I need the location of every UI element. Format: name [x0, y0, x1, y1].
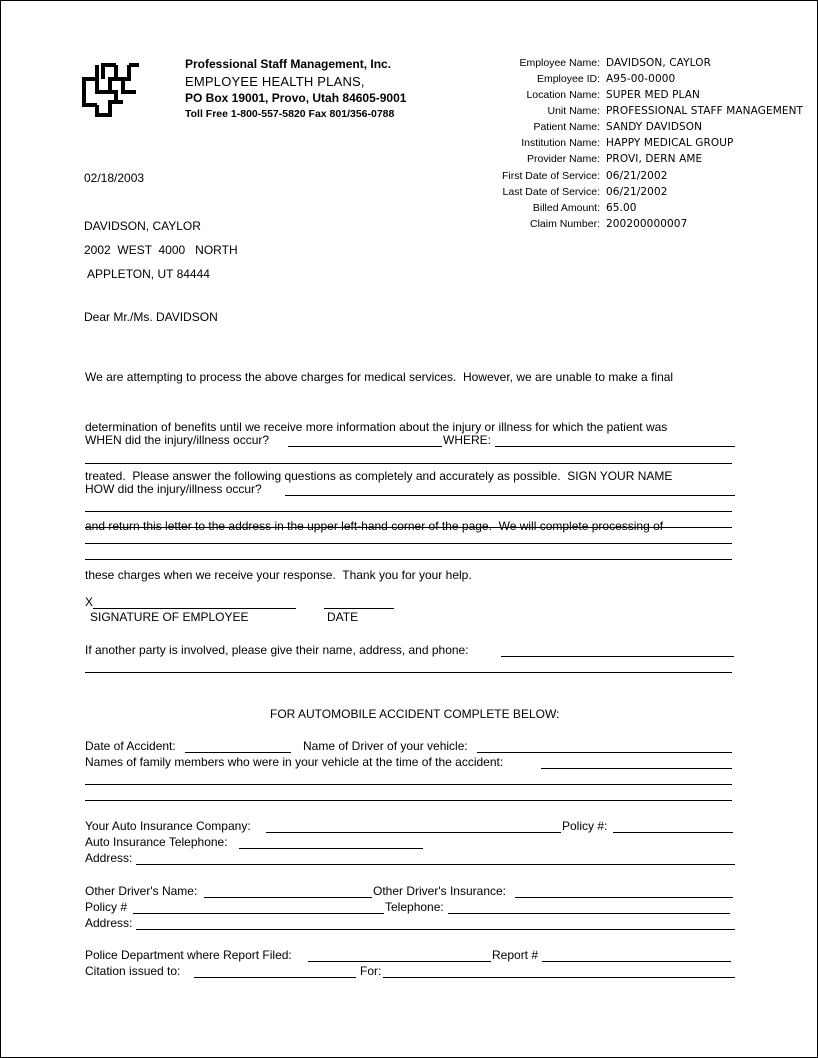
- insurance-company-field[interactable]: [266, 832, 561, 833]
- driver-name-label: Name of Driver of your vehicle:: [303, 739, 468, 753]
- driver-name-field[interactable]: [477, 752, 732, 753]
- letter-date: 02/18/2003: [84, 171, 145, 185]
- insurance-phone-field[interactable]: [239, 848, 423, 849]
- info-label: Employee Name:: [519, 57, 600, 69]
- recipient-city: APPLETON, UT 84444: [87, 267, 210, 281]
- answer-line[interactable]: [85, 672, 732, 673]
- policy2-label: Policy #: [85, 900, 128, 914]
- info-value: 06/21/2002: [606, 186, 668, 198]
- info-value: A95-00-0000: [606, 73, 676, 85]
- company-name: Professional Staff Management, Inc.: [185, 57, 392, 71]
- info-label: Provider Name:: [527, 153, 600, 165]
- info-value: 65.00: [606, 202, 637, 214]
- recipient-name: DAVIDSON, CAYLOR: [84, 219, 201, 233]
- when-field[interactable]: [288, 446, 442, 447]
- report-field[interactable]: [542, 961, 731, 962]
- answer-line[interactable]: [85, 527, 732, 528]
- info-value: SANDY DAVIDSON: [606, 121, 703, 133]
- info-value: PROFESSIONAL STAFF MANAGEMENT: [606, 105, 804, 117]
- other-driver-name-label: Other Driver's Name:: [85, 884, 198, 898]
- plans-title: EMPLOYEE HEALTH PLANS,: [185, 74, 365, 89]
- how-label: HOW did the injury/illness occur?: [85, 482, 262, 496]
- info-label: Unit Name:: [547, 105, 600, 117]
- answer-line[interactable]: [85, 511, 732, 512]
- salutation: Dear Mr./Ms. DAVIDSON: [84, 310, 218, 324]
- report-label: Report #: [492, 948, 539, 962]
- address2-field[interactable]: [136, 929, 735, 930]
- info-label: Patient Name:: [533, 121, 600, 133]
- citation-field[interactable]: [194, 977, 356, 978]
- date-field[interactable]: [324, 608, 394, 609]
- policy2-field[interactable]: [133, 913, 384, 914]
- policy-field[interactable]: [613, 832, 733, 833]
- answer-line[interactable]: [85, 543, 732, 544]
- recipient-street: 2002 WEST 4000 NORTH: [84, 243, 238, 257]
- police-dept-field[interactable]: [308, 961, 491, 962]
- info-label: First Date of Service:: [501, 170, 600, 182]
- date-of-accident-label: Date of Accident:: [85, 739, 176, 753]
- insurance-company-label: Your Auto Insurance Company:: [85, 819, 251, 833]
- paragraph-line: determination of benefits until we receive more information about the injury or illness for which the patient was: [85, 419, 668, 434]
- info-value: 06/21/2002: [606, 170, 668, 182]
- telephone-field[interactable]: [448, 913, 730, 914]
- info-label: Employee ID:: [536, 73, 600, 85]
- signature-field[interactable]: [93, 608, 296, 609]
- info-value: PROVI, DERN AME: [606, 153, 703, 165]
- signature-x: X: [85, 595, 94, 609]
- where-field[interactable]: [495, 446, 735, 447]
- info-value: 200200000007: [606, 218, 688, 230]
- info-label: Location Name:: [526, 89, 600, 101]
- where-label: WHERE:: [443, 433, 491, 447]
- info-label: Billed Amount:: [532, 202, 600, 214]
- info-label: Last Date of Service:: [502, 186, 600, 198]
- date-label: DATE: [327, 610, 359, 624]
- police-dept-label: Police Department where Report Filed:: [85, 948, 292, 962]
- insurance-phone-label: Auto Insurance Telephone:: [85, 835, 228, 849]
- answer-line[interactable]: [85, 784, 732, 785]
- other-driver-name-field[interactable]: [204, 897, 372, 898]
- when-label: WHEN did the injury/illness occur?: [85, 433, 270, 447]
- info-label: Institution Name:: [521, 137, 600, 149]
- address-field[interactable]: [136, 864, 735, 865]
- info-value: SUPER MED PLAN: [606, 89, 700, 101]
- paragraph-line: treated. Please answer the following questions as completely and accurately as possible. SIGN YOUR NAME: [85, 469, 673, 483]
- citation-label: Citation issued to:: [85, 964, 181, 978]
- other-driver-insurance-field[interactable]: [515, 897, 733, 898]
- for-field[interactable]: [383, 977, 735, 978]
- address2-label: Address:: [85, 916, 133, 930]
- date-of-accident-field[interactable]: [185, 752, 291, 753]
- other-driver-insurance-label: Other Driver's Insurance:: [373, 884, 507, 898]
- how-field[interactable]: [285, 495, 735, 496]
- info-value: HAPPY MEDICAL GROUP: [606, 137, 734, 149]
- for-label: For:: [360, 964, 382, 978]
- address-label: Address:: [85, 851, 133, 865]
- paragraph-line: We are attempting to process the above charges for medical services. However, we are unable to make a final: [85, 370, 674, 384]
- paragraph-line: these charges when we receive your response. Thank you for your help.: [85, 568, 472, 582]
- telephone-label: Telephone:: [385, 900, 444, 914]
- paragraph-line: and return this letter to the address in the upper left-hand corner of the page. We will complete processing of: [85, 518, 664, 533]
- letter-paragraph: [85, 336, 673, 617]
- company-logo-icon: [81, 57, 147, 117]
- company-address: PO Box 19001, Provo, Utah 84605-9001: [185, 91, 407, 105]
- answer-line[interactable]: [85, 800, 732, 801]
- info-label: Claim Number:: [529, 218, 600, 230]
- auto-accident-heading: FOR AUTOMOBILE ACCIDENT COMPLETE BELOW:: [270, 707, 560, 721]
- info-value: DAVIDSON, CAYLOR: [606, 57, 711, 69]
- policy-label: Policy #:: [562, 819, 608, 833]
- answer-line[interactable]: [85, 463, 732, 464]
- family-members-field[interactable]: [541, 768, 732, 769]
- family-members-label: Names of family members who were in your vehicle at the time of the accident:: [85, 755, 504, 769]
- signature-label: SIGNATURE OF EMPLOYEE: [90, 610, 249, 624]
- other-party-field[interactable]: [501, 656, 734, 657]
- company-phones: Toll Free 1-800-557-5820 Fax 801/356-0788: [185, 108, 395, 120]
- other-party-label: If another party is involved, please give their name, address, and phone:: [85, 643, 469, 657]
- answer-line[interactable]: [85, 559, 732, 560]
